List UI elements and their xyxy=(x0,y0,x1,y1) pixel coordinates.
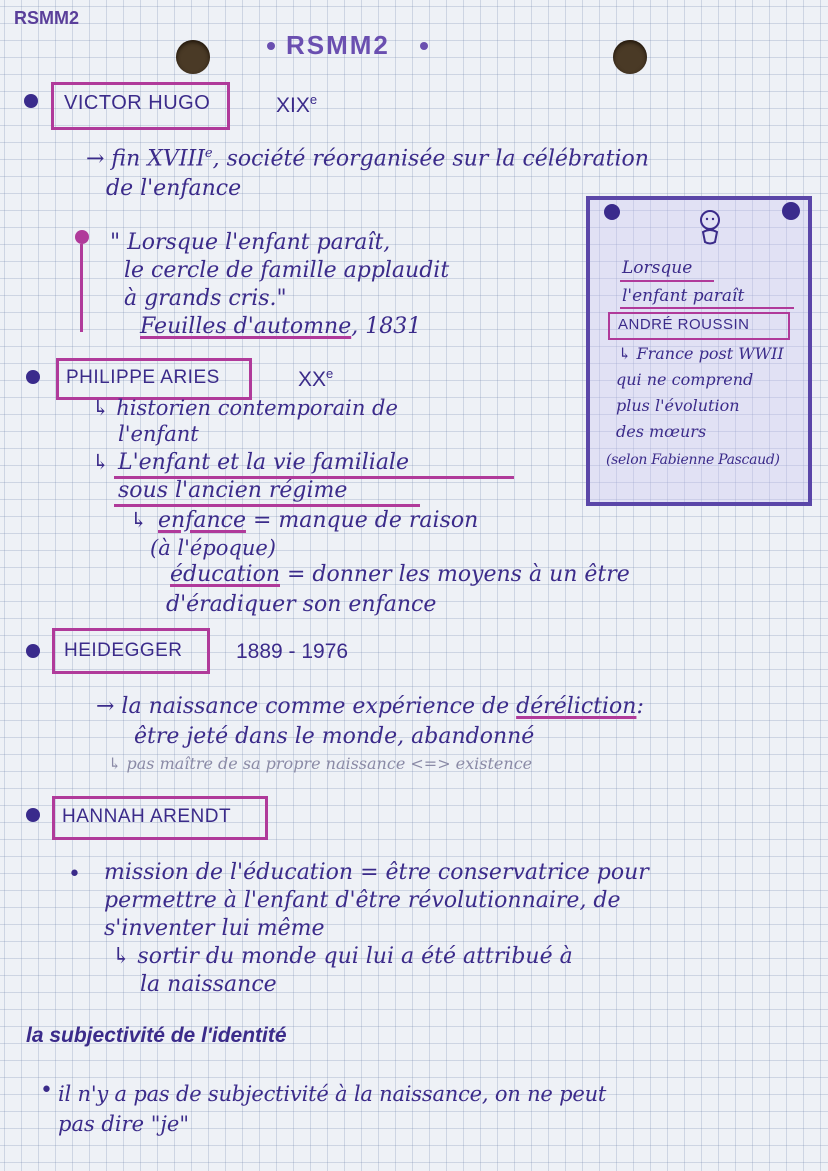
arendt-line-1: mission de l'éducation = être conservatrice pour xyxy=(104,860,649,885)
heidegger-line-1-colon: : xyxy=(636,694,644,719)
quote-pin-line xyxy=(80,244,83,332)
century-hugo-sup: e xyxy=(309,92,318,107)
subjectivity-line-2: pas dire "je" xyxy=(58,1112,189,1136)
name-arendt: HANNAH ARENDT xyxy=(62,806,232,827)
arendt-line-5: la naissance xyxy=(140,972,277,997)
side-note-title-1-underline xyxy=(620,280,714,282)
section-bullet-arendt xyxy=(26,808,40,822)
side-note-hole-left xyxy=(604,204,620,220)
aries-def1-rest: = manque de raison xyxy=(245,508,479,533)
quote-source xyxy=(140,314,421,339)
aries-line-1: ↳ historien contemporain de xyxy=(92,396,398,420)
subjectivity-line-1: il n'y a pas de subjectivité à la naissance, on ne peut xyxy=(58,1082,607,1106)
title-dot-left xyxy=(267,42,275,50)
century-aries-sup: e xyxy=(326,366,334,381)
aries-def2-rest: = donner les moyens à un être xyxy=(280,562,630,587)
aries-def2-term: éducation xyxy=(170,562,280,587)
century-aries xyxy=(298,366,333,392)
side-note-line-4: des mœurs xyxy=(616,422,707,441)
binder-hole-left xyxy=(176,40,210,74)
hugo-line-1 xyxy=(86,146,649,171)
quote-pin-head xyxy=(75,230,89,244)
century-hugo-value: XIX xyxy=(276,94,310,117)
arendt-line-4: ↳ sortir du monde qui lui a été attribué à xyxy=(112,944,573,969)
aries-def1 xyxy=(158,508,478,533)
hugo-line-1-rest: , société réorganisée sur la célébration xyxy=(212,146,649,172)
arendt-bullet: • xyxy=(68,862,81,887)
side-note-title-2: l'enfant paraît xyxy=(622,286,745,306)
title-dot-right xyxy=(420,42,428,50)
arendt-line-2: permettre à l'enfant d'être révolutionnaire, de xyxy=(104,888,621,913)
hugo-line-2: de l'enfance xyxy=(106,176,242,201)
aries-def1-prefix: ↳ xyxy=(130,508,148,532)
binder-hole-right xyxy=(613,40,647,74)
aries-book-line-2: sous l'ancien régime xyxy=(118,478,348,503)
side-note-line-5: (selon Fabienne Pascaud) xyxy=(606,452,780,468)
heidegger-line-3: ↳ pas maître de sa propre naissance <=> existence xyxy=(108,754,533,773)
hugo-line-1-start: → fin XVIII xyxy=(86,146,205,172)
heidegger-line-1-term: déréliction xyxy=(516,694,637,719)
corner-label: RSMM2 xyxy=(14,8,80,28)
name-aries: PHILIPPE ARIES xyxy=(66,367,220,388)
quote-source-year: , 1831 xyxy=(351,314,422,339)
aries-book-prefix: ↳ xyxy=(92,450,110,474)
side-note-line-3: plus l'évolution xyxy=(616,396,740,415)
aries-def2-line-2: d'éradiquer son enfance xyxy=(166,592,437,617)
aries-def1-term: enfance xyxy=(158,508,246,533)
quote-line-1: " Lorsque l'enfant paraît, xyxy=(110,230,391,255)
name-hugo: VICTOR HUGO xyxy=(64,92,211,114)
century-hugo xyxy=(276,92,317,118)
heidegger-line-1-pre: → la naissance comme expérience de xyxy=(96,694,517,719)
section-bullet-heidegger xyxy=(26,644,40,658)
subjectivity-heading: la subjectivité de l'identité xyxy=(26,1024,287,1047)
side-note-hole-right xyxy=(782,202,800,220)
heidegger-dates: 1889 - 1976 xyxy=(236,640,349,663)
heidegger-line-1 xyxy=(96,694,644,719)
page-title: RSMM2 xyxy=(286,30,390,60)
side-note-title-1: Lorsque xyxy=(622,258,693,278)
aries-def1-note: (à l'époque) xyxy=(150,536,276,560)
century-aries-value: XX xyxy=(298,368,327,391)
section-bullet-hugo xyxy=(24,94,38,108)
aries-line-2: l'enfant xyxy=(118,422,199,446)
side-note-line-2: qui ne comprend xyxy=(616,370,754,389)
name-heidegger: HEIDEGGER xyxy=(64,640,183,661)
side-note-author: ANDRÉ ROUSSIN xyxy=(618,316,750,333)
quote-line-2: le cercle de famille applaudit xyxy=(124,258,450,283)
hugo-line-1-sup: e xyxy=(204,146,213,161)
aries-book-line-1: L'enfant et la vie familiale xyxy=(118,450,409,475)
quote-line-3: à grands cris." xyxy=(124,286,287,311)
side-note-line-1: ↳ France post WWII xyxy=(618,344,784,363)
baby-icon xyxy=(694,208,726,246)
heidegger-line-2: être jeté dans le monde, abandonné xyxy=(134,724,535,749)
aries-def2 xyxy=(170,562,630,587)
aries-book-underline-2 xyxy=(114,504,420,507)
subjectivity-bullet: • xyxy=(40,1078,53,1103)
section-bullet-aries xyxy=(26,370,40,384)
side-note-title-2-underline xyxy=(620,307,794,309)
arendt-line-3: s'inventer lui même xyxy=(104,916,325,941)
quote-source-title: Feuilles d'automne xyxy=(140,314,352,339)
